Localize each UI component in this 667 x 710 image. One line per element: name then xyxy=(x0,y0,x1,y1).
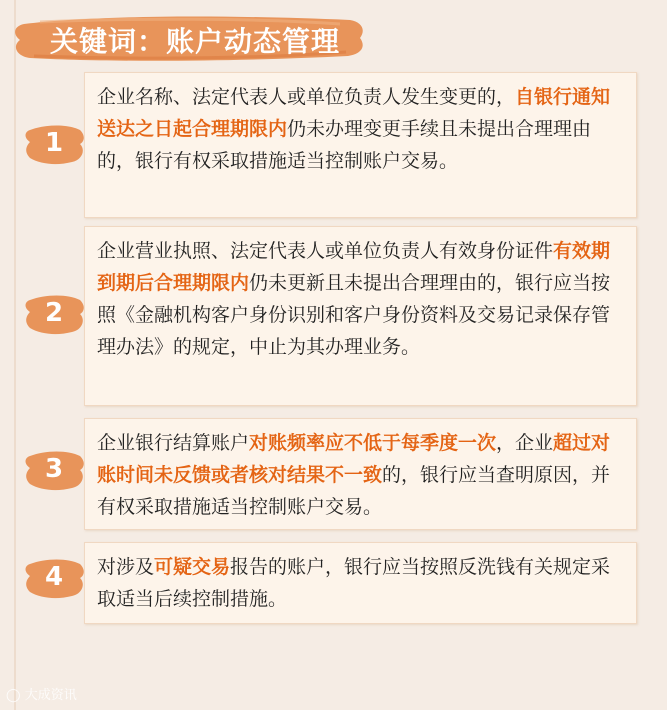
item-highlight: 自银行通知送达之日起合理期限内 xyxy=(97,86,611,140)
item-text: 仍未更新且未提出合理理由的，银行应当按照《金融机构客户身份识别和客户身份资料及交易记录保存管理办法》的规定，中止为其办理业务。 xyxy=(97,272,611,358)
badge-number: 3 xyxy=(44,454,64,484)
item-text: 报告的账户，银行应当按照反洗钱有关规定采取适当后续控制措施。 xyxy=(97,556,611,610)
item-card-3 xyxy=(84,418,637,530)
number-badge-3 xyxy=(22,446,86,492)
item-card-4 xyxy=(84,542,637,624)
item-card-2 xyxy=(84,226,637,406)
item-highlight: 可疑交易 xyxy=(154,556,231,578)
item-text: 企业营业执照、法定代表人或单位负责人有效身份证件 xyxy=(97,240,554,262)
watermark-text: 大成资讯 xyxy=(24,688,77,703)
watermark-logo-icon: ◯ xyxy=(6,688,21,703)
item-highlight: 超过对账时间未反馈或者核对结果不一致 xyxy=(97,432,611,486)
badge-number: 2 xyxy=(44,298,64,328)
number-badge-4 xyxy=(22,554,86,600)
item-text: 企业名称、法定代表人或单位负责人发生变更的， xyxy=(97,86,516,108)
title-banner xyxy=(10,10,370,66)
item-text: 仍未办理变更手续且未提出合理理由的，银行有权采取措施适当控制账户交易。 xyxy=(97,118,592,172)
item-highlight: 有效期到期后合理期限内 xyxy=(97,240,611,294)
item-text: 对涉及 xyxy=(97,556,155,578)
item-text: ，企业 xyxy=(496,432,554,454)
page-border xyxy=(14,0,16,710)
badge-number: 4 xyxy=(44,562,64,592)
number-badge-1 xyxy=(22,120,86,166)
number-badge-2 xyxy=(22,290,86,336)
item-highlight: 对账频率应不低于每季度一次 xyxy=(249,432,497,454)
watermark xyxy=(6,684,77,703)
badge-number: 1 xyxy=(44,128,64,158)
page-title: 关键词：账户动态管理 xyxy=(50,25,341,58)
item-text: 企业银行结算账户 xyxy=(97,432,250,454)
item-text: 的，银行应当查明原因，并有权采取措施适当控制账户交易。 xyxy=(97,464,611,518)
item-card-1 xyxy=(84,72,637,218)
